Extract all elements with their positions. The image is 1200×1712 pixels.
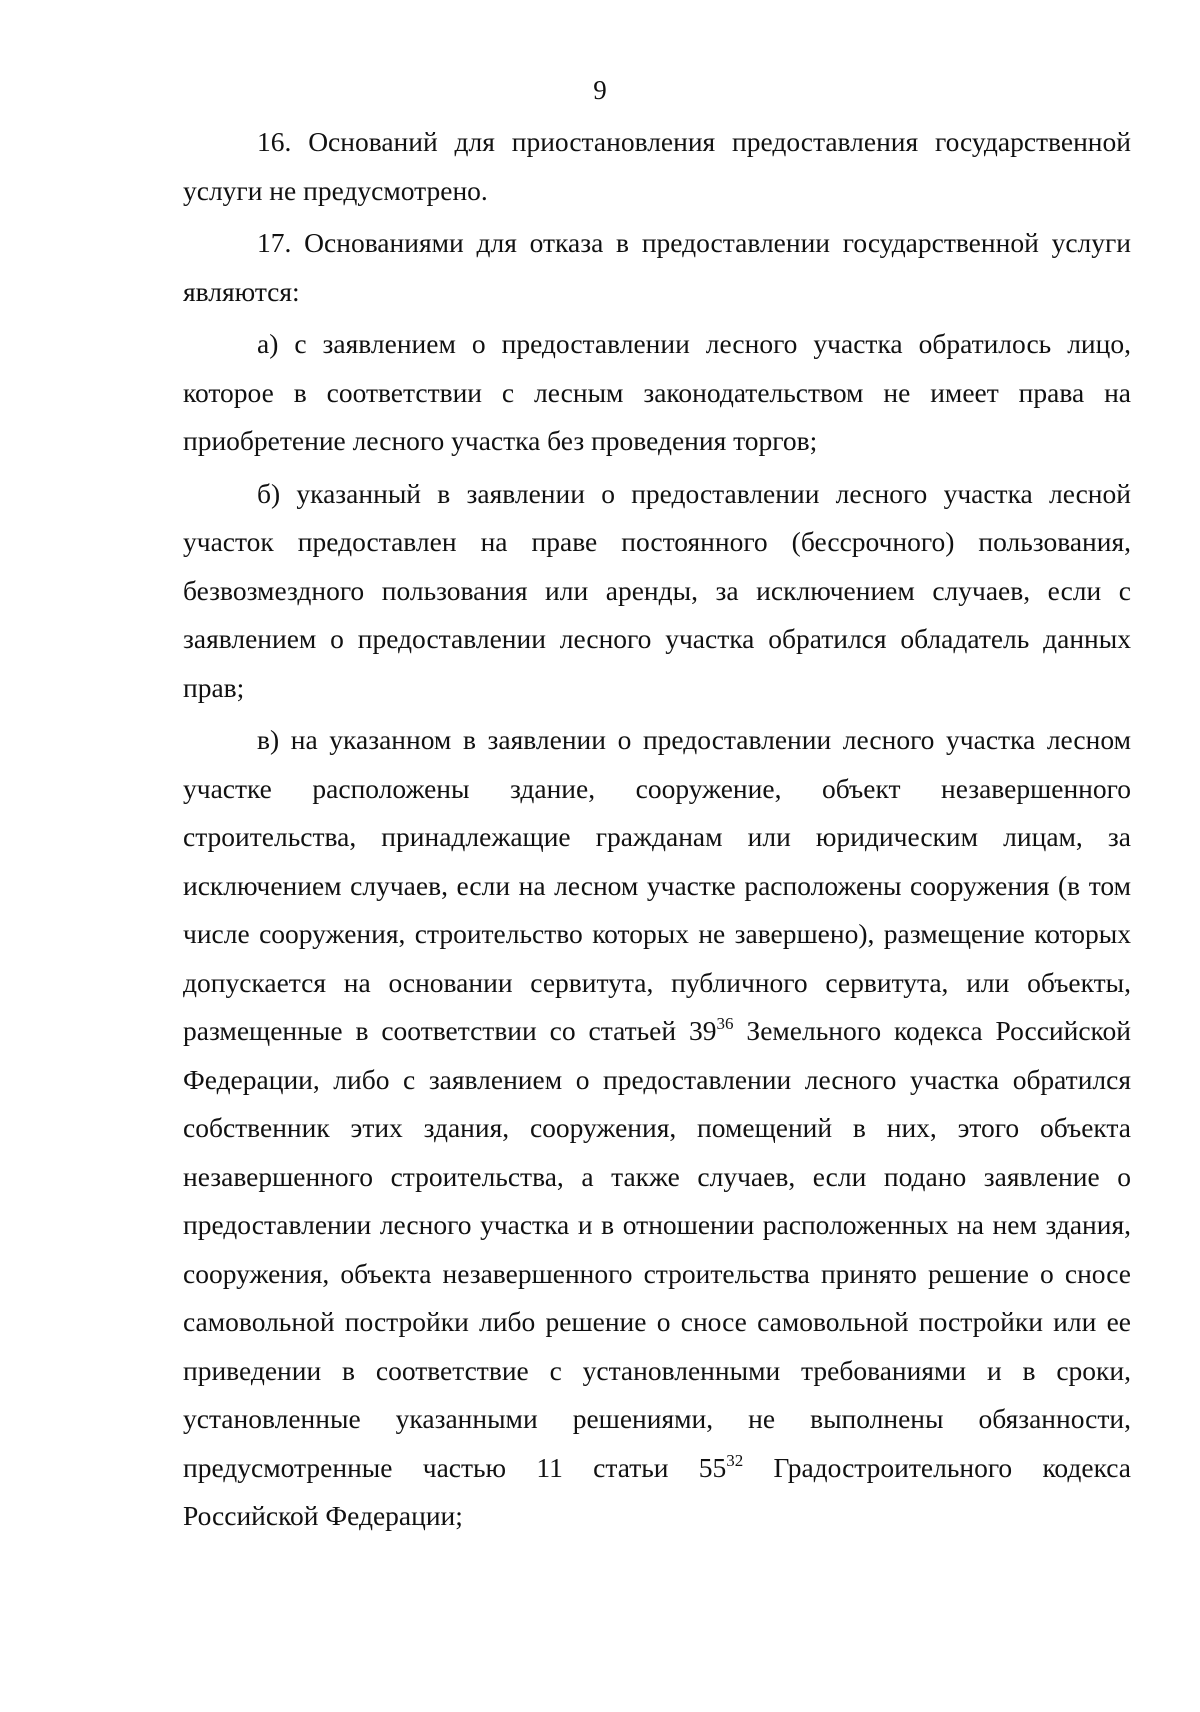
paragraph-item-v-part2: Земельного кодекса Российской Федерации, либо с заявлением о предоставлении лесного участка обратился собственник этих здания, сооружения, помещений в них, этого объекта незавершенного строительства, а также случаев, если подано заявление о предоставлении лесного участка и в отношении расположенных на нем здания, сооружения, объекта незавершенного строительства принято решение о сносе самовольной постройки либо решение о сносе самовольной постройки или ее приведении в соответствие с установленными требованиями и в сроки, установленные указанными решениями, не выполнены обязанности, предусмотренные частью 11 статьи 55 (183, 1015, 1131, 1483)
superscript-36: 36 (716, 1014, 734, 1033)
paragraph-item-v (183, 716, 1131, 1541)
paragraph-item-b: б) указанный в заявлении о предоставлении лесного участка лесной участок предоставлен на праве постоянного (бессрочного) пользования, безвозмездного пользования или аренды, за исключением случаев, если с заявлением о предоставлении лесного участка обратился обладатель данных прав; (183, 477, 1131, 703)
superscript-32: 32 (726, 1450, 744, 1470)
document-body (183, 118, 1131, 1545)
paragraph-17: 17. Основаниями для отказа в предоставлении государственной услуги являются: (183, 227, 1131, 307)
paragraph-item-a: а) с заявлением о предоставлении лесного участка обратилось лицо, которое в соответствии с лесным законодательством не имеет права на приобретение лесного участка без проведения торгов; (183, 328, 1131, 456)
paragraph-16: 16. Оснований для приостановления предоставления государственной услуги не предусмотрено. (183, 126, 1131, 206)
paragraph-item-v-part1: в) на указанном в заявлении о предоставлении лесного участка лесном участке расположены здание, сооружение, объект незавершенного строительства, принадлежащие гражданам или юридическим лицам, за исключением случаев, если на лесном участке расположены сооружения (в том числе сооружения, строительство которых не завершено), размещение которых допускается на основании сервитута, публичного сервитута, или объекты, размещенные в соответствии со статьей 39 (183, 724, 1131, 1046)
paragraph-item-v-part3: Градостроительного кодекса Российской Федерации; (183, 1451, 1131, 1531)
page-number: 9 (593, 75, 607, 105)
